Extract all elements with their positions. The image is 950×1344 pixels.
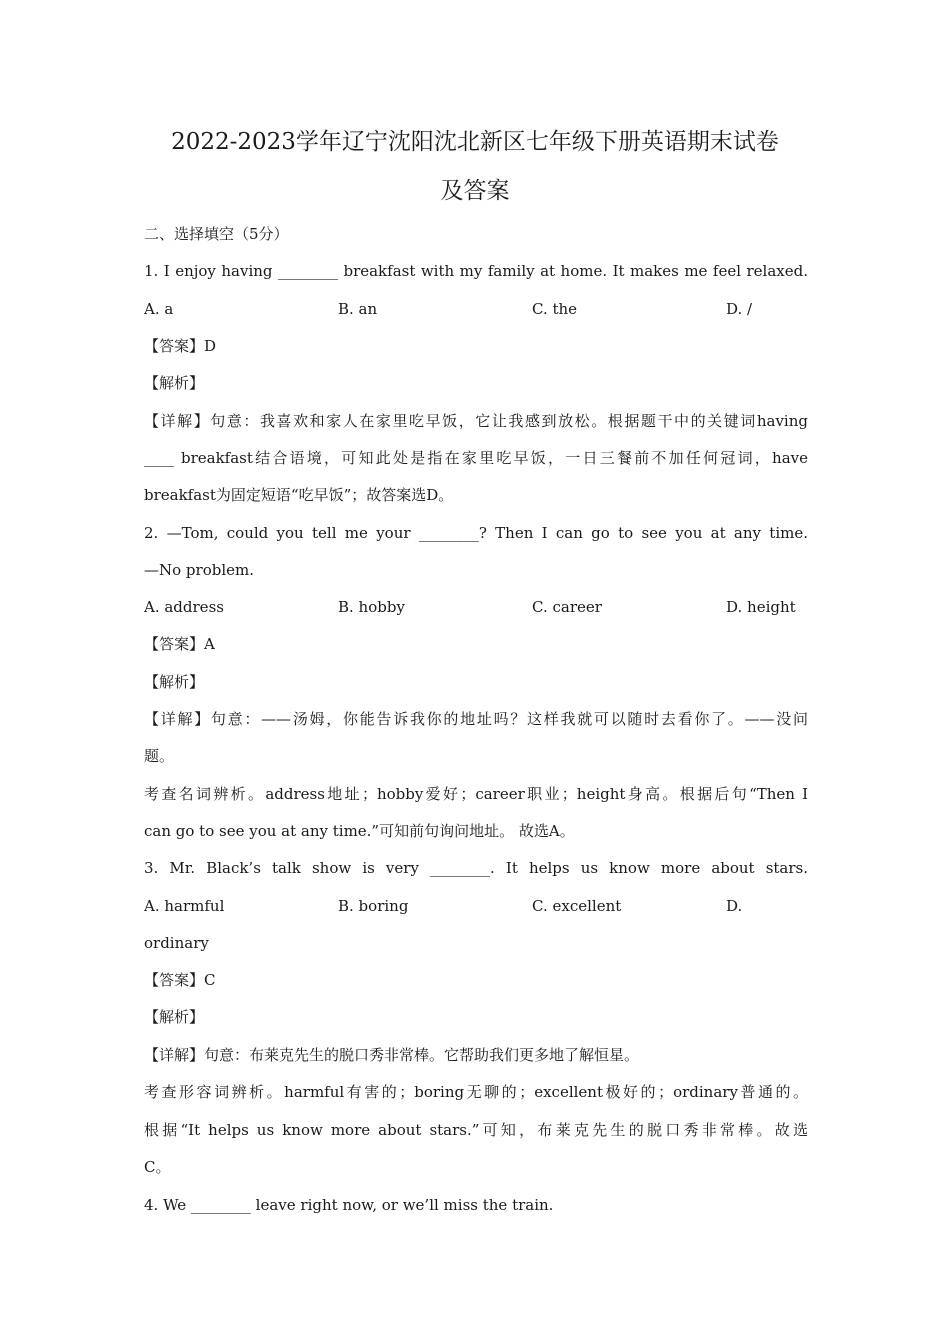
question-3-detail-line: 考查形容词辨析。harmful有害的；boring无聊的；excellent极好的；ordinary普通的。 bbox=[144, 1083, 808, 1101]
question-2-option-c: C. career bbox=[532, 598, 602, 616]
question-1-detail-line: breakfast为固定短语“吃早饭”；故答案选D。 bbox=[144, 486, 454, 504]
question-2-stem: 2. —Tom, could you tell me your ________? Then I can go to see you at any time. bbox=[144, 524, 808, 542]
question-4-stem: 4. We ________ leave right now, or we’ll miss the train. bbox=[144, 1196, 554, 1214]
question-2-detail-line: 【详解】句意：——汤姆，你能告诉我你的地址吗？这样我就可以随时去看你了。——没问 bbox=[144, 710, 808, 728]
question-2-option-d: D. height bbox=[726, 598, 796, 616]
question-3-detail-line: C。 bbox=[144, 1158, 171, 1176]
question-3-option-a: A. harmful bbox=[144, 897, 225, 915]
question-1-option-d: D. / bbox=[726, 300, 753, 318]
question-3-stem: 3. Mr. Black’s talk show is very ________. It helps us know more about stars. bbox=[144, 859, 808, 877]
question-3-answer: 【答案】C bbox=[144, 971, 216, 989]
question-2-detail-line: can go to see you at any time.”可知前句询问地址。 故选A。 bbox=[144, 822, 575, 840]
question-3-option-c: C. excellent bbox=[532, 897, 622, 915]
question-2-detail-line: 考查名词辨析。address地址；hobby爱好；career职业；height身高。根据后句“Then I bbox=[144, 785, 808, 803]
question-1-option-b: B. an bbox=[338, 300, 378, 318]
question-2-answer: 【答案】A bbox=[144, 635, 215, 653]
question-1-option-c: C. the bbox=[532, 300, 578, 318]
section-heading: 二、选择填空（5分） bbox=[144, 225, 289, 243]
question-2-option-b: B. hobby bbox=[338, 598, 405, 616]
question-3-analysis-label: 【解析】 bbox=[144, 1008, 205, 1026]
question-3-option-b: B. boring bbox=[338, 897, 409, 915]
question-3-option-d: D. bbox=[726, 897, 743, 915]
question-2-option-a: A. address bbox=[144, 598, 224, 616]
question-3-option-d-text: ordinary bbox=[144, 934, 209, 952]
question-1-detail-line: 【详解】句意：我喜欢和家人在家里吃早饭，它让我感到放松。根据题干中的关键词having bbox=[144, 412, 808, 430]
question-3-detail-line: 根据“It helps us know more about stars.”可知，布莱克先生的脱口秀非常棒。故选 bbox=[144, 1121, 808, 1139]
question-1-stem: 1. I enjoy having ________ breakfast with my family at home. It makes me feel relaxed. bbox=[144, 262, 808, 280]
question-2-analysis-label: 【解析】 bbox=[144, 673, 205, 691]
document-title-line-1: 2022-2023学年辽宁沈阳沈北新区七年级下册英语期末试卷 bbox=[171, 129, 779, 155]
question-1-analysis-label: 【解析】 bbox=[144, 374, 205, 392]
question-1-detail-line: ____ breakfast结合语境，可知此处是指在家里吃早饭，一日三餐前不加任何冠词，have bbox=[144, 449, 808, 467]
question-1-answer: 【答案】D bbox=[144, 337, 217, 355]
question-2-stem-reply: —No problem. bbox=[144, 561, 254, 579]
question-1-option-a: A. a bbox=[144, 300, 174, 318]
document-title-line-2: 及答案 bbox=[440, 178, 510, 204]
question-3-detail-line: 【详解】句意：布莱克先生的脱口秀非常棒。它帮助我们更多地了解恒星。 bbox=[144, 1046, 640, 1064]
question-2-detail-line: 题。 bbox=[144, 747, 175, 765]
